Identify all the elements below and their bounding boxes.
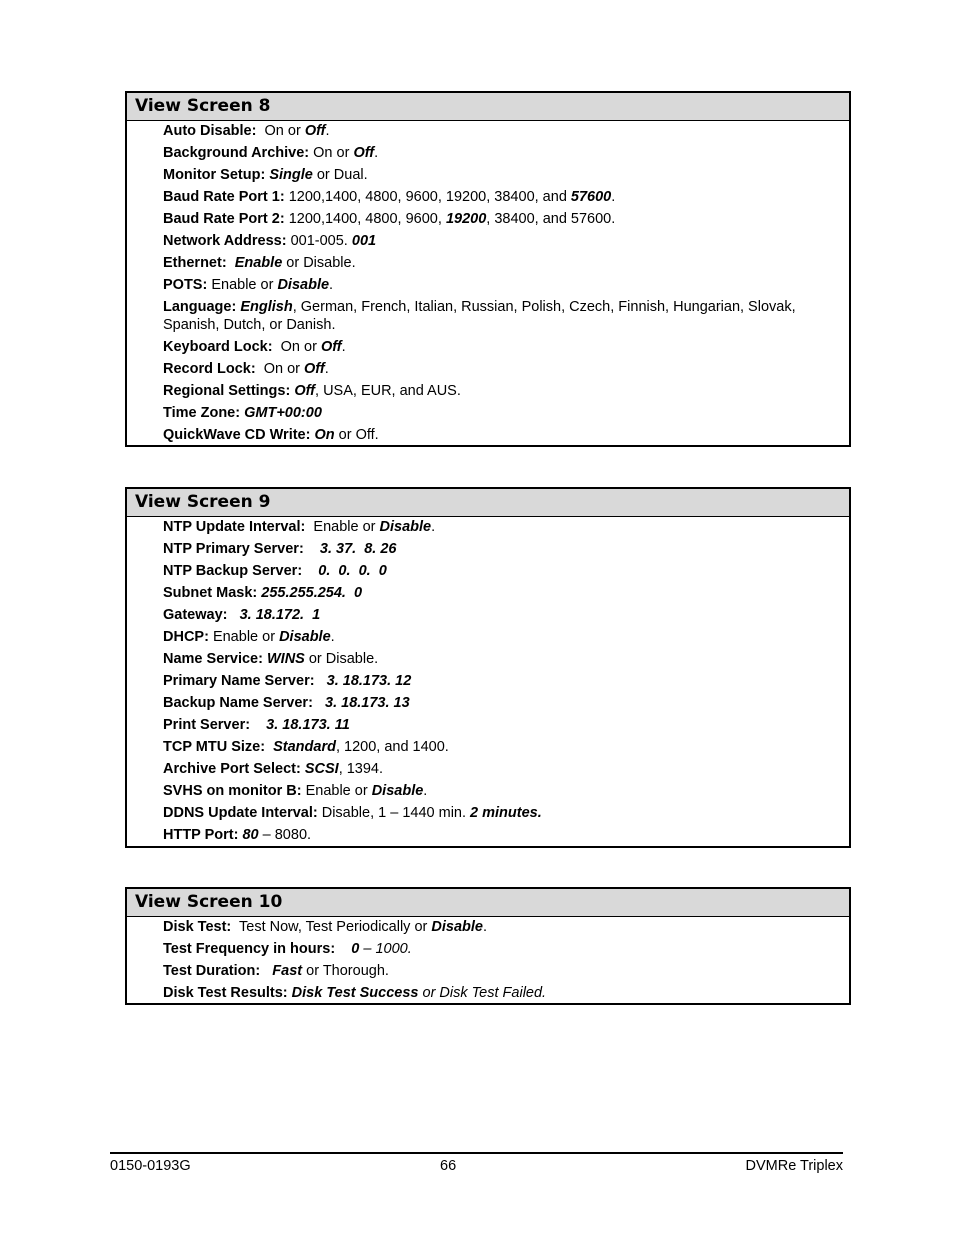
view-screen-10-panel (125, 887, 851, 1005)
setting-row (163, 962, 849, 984)
view-screen-9-panel (125, 487, 851, 848)
setting-value (227, 607, 239, 623)
setting-label: Language: (163, 299, 237, 315)
setting-value: 3. 37. 8. 26 (319, 541, 397, 557)
setting-row (163, 382, 849, 404)
setting-row (163, 782, 849, 804)
setting-value: 255.255.254. 0 (261, 585, 363, 601)
setting-label: POTS: (163, 277, 208, 293)
setting-value: On or (256, 123, 305, 139)
setting-value: 57600 (570, 189, 612, 205)
page-footer (110, 1152, 843, 1174)
setting-value: Fast (272, 963, 303, 979)
setting-value: , USA, EUR, and AUS. (315, 383, 461, 399)
setting-label: TCP MTU Size: (163, 739, 266, 755)
setting-value: Standard (273, 739, 336, 755)
setting-value: On or (309, 145, 354, 161)
setting-value: – 1000. (359, 941, 412, 957)
setting-row (163, 918, 849, 940)
setting-value: SCSI (304, 761, 339, 777)
setting-value: On or (272, 339, 321, 355)
setting-row (163, 232, 849, 254)
setting-value: Enable or (305, 519, 380, 535)
view-screen-9-title: View Screen 9 (127, 489, 849, 517)
setting-label: Monitor Setup: (163, 167, 266, 183)
view-screen-10-title: View Screen 10 (127, 889, 849, 917)
setting-label: NTP Backup Server: (163, 563, 303, 579)
setting-row (163, 298, 849, 338)
setting-row (163, 694, 849, 716)
setting-value: Enable (234, 255, 283, 271)
setting-value (313, 695, 325, 711)
setting-value (315, 673, 327, 689)
setting-label: Baud Rate Port 2: (163, 211, 285, 227)
setting-value: , 1394. (338, 761, 384, 777)
setting-value: or Thorough. (302, 963, 389, 979)
setting-label: Name Service: (163, 651, 263, 667)
setting-value (304, 541, 320, 557)
setting-value: Disable (371, 783, 424, 799)
setting-value: or Disable. (304, 651, 379, 667)
setting-value: On (314, 427, 335, 443)
setting-value: 1200,1400, 4800, 9600, (284, 211, 446, 227)
setting-row (163, 144, 849, 166)
setting-value (302, 563, 318, 579)
setting-label: Print Server: (163, 717, 251, 733)
setting-row (163, 254, 849, 276)
setting-label: Auto Disable: (163, 123, 257, 139)
setting-value: 3. 18.173. 11 (266, 717, 350, 733)
setting-value: 0 (351, 941, 360, 957)
setting-row (163, 360, 849, 382)
setting-label: Time Zone: (163, 405, 241, 421)
setting-value: 2 minutes. (470, 805, 542, 821)
setting-label: DHCP: (163, 629, 209, 645)
setting-label: Archive Port Select: (163, 761, 301, 777)
setting-label: Disk Test Results: (163, 985, 288, 1001)
setting-value: 0. 0. 0. 0 (318, 563, 387, 579)
setting-label: HTTP Port: (163, 827, 239, 843)
setting-value: or Disable. (282, 255, 356, 271)
setting-value: 80 (242, 827, 259, 843)
setting-label: Gateway: (163, 607, 228, 623)
setting-label: Background Archive: (163, 145, 310, 161)
setting-value: . (482, 919, 487, 935)
setting-value: On or (255, 361, 305, 377)
setting-label: Primary Name Server: (163, 673, 315, 689)
setting-value: . (431, 519, 436, 535)
setting-row (163, 518, 849, 540)
view-screen-10-settings (127, 917, 849, 1004)
setting-value: . (341, 339, 346, 355)
setting-value: . (329, 277, 334, 293)
setting-label: Record Lock: (163, 361, 256, 377)
setting-value: , German, French, Italian, Russian, Polish, Czech, Finnish, Hungarian, Slovak, Spanish, Dutch, or Danish. (163, 299, 800, 333)
setting-label: DDNS Update Interval: (163, 805, 318, 821)
setting-label: Regional Settings: (163, 383, 291, 399)
setting-value: Disable, 1 – 1440 min. (317, 805, 471, 821)
setting-value: Disable (379, 519, 432, 535)
setting-value: Off (304, 361, 325, 377)
setting-row (163, 562, 849, 584)
setting-label: Test Frequency in hours: (163, 941, 336, 957)
setting-row (163, 404, 849, 426)
setting-value: – 8080. (258, 827, 312, 843)
setting-row (163, 338, 849, 360)
setting-value: Test Now, Test Periodically or (231, 919, 432, 935)
view-screen-8-settings (127, 121, 849, 446)
view-screen-8-panel (125, 91, 851, 447)
setting-value: Off (353, 145, 375, 161)
setting-row (163, 606, 849, 628)
setting-value: . (374, 145, 379, 161)
setting-row (163, 166, 849, 188)
setting-value: English (240, 299, 293, 315)
setting-value: 001-005. (286, 233, 352, 249)
setting-value: Enable or (208, 629, 280, 645)
setting-value: Disable (277, 277, 330, 293)
setting-row (163, 122, 849, 144)
page-number: 66 (440, 1158, 457, 1174)
setting-value (265, 739, 273, 755)
setting-value: . (423, 783, 428, 799)
setting-row (163, 940, 849, 962)
setting-label: Test Duration: (163, 963, 261, 979)
setting-row (163, 628, 849, 650)
setting-value: Single (269, 167, 313, 183)
setting-label: NTP Update Interval: (163, 519, 306, 535)
setting-row (163, 804, 849, 826)
setting-value: , 1200, and 1400. (335, 739, 449, 755)
setting-value: WINS (266, 651, 305, 667)
setting-value: Enable or (207, 277, 278, 293)
setting-row (163, 672, 849, 694)
setting-value: 3. 18.173. 12 (326, 673, 412, 689)
setting-row (163, 188, 849, 210)
setting-value: or Disk Test Failed. (418, 985, 547, 1001)
setting-row (163, 210, 849, 232)
setting-value: 1200,1400, 4800, 9600, 19200, 38400, and (284, 189, 571, 205)
setting-value: Off (294, 383, 316, 399)
setting-row (163, 716, 849, 738)
setting-value: or Off. (334, 427, 379, 443)
setting-label: Disk Test: (163, 919, 232, 935)
setting-row (163, 738, 849, 760)
setting-value: Enable or (301, 783, 372, 799)
setting-value: Disable (279, 629, 331, 645)
setting-label: QuickWave CD Write: (163, 427, 311, 443)
view-screen-8-title: View Screen 8 (127, 93, 849, 121)
setting-row (163, 650, 849, 672)
setting-value: 19200 (445, 211, 487, 227)
setting-value: 3. 18.173. 13 (325, 695, 410, 711)
setting-value: or Dual. (312, 167, 368, 183)
setting-value: . (324, 361, 329, 377)
setting-value: 001 (351, 233, 377, 249)
view-screen-9-settings (127, 517, 849, 846)
setting-value: GMT+00:00 (244, 405, 322, 421)
setting-row (163, 426, 849, 446)
setting-row (163, 276, 849, 298)
setting-row (163, 760, 849, 782)
setting-label: SVHS on monitor B: (163, 783, 302, 799)
setting-label: NTP Primary Server: (163, 541, 304, 557)
setting-label: Baud Rate Port 1: (163, 189, 285, 205)
setting-value: , 38400, and 57600. (486, 211, 616, 227)
setting-value: Disk Test Success (291, 985, 419, 1001)
setting-label: Network Address: (163, 233, 287, 249)
setting-label: Keyboard Lock: (163, 339, 273, 355)
setting-value: Off (304, 123, 326, 139)
product-name: DVMRe Triplex (745, 1158, 843, 1174)
setting-value (260, 963, 272, 979)
setting-row (163, 826, 849, 846)
setting-value: Off (320, 339, 342, 355)
setting-label: Subnet Mask: (163, 585, 258, 601)
setting-value: . (325, 123, 330, 139)
setting-row (163, 540, 849, 562)
setting-row (163, 584, 849, 606)
setting-value (227, 255, 235, 271)
setting-label: Ethernet: (163, 255, 227, 271)
setting-value: 3. 18.172. 1 (239, 607, 321, 623)
setting-value (250, 717, 266, 733)
setting-label: Backup Name Server: (163, 695, 313, 711)
setting-value: . (330, 629, 335, 645)
doc-number: 0150-0193G (110, 1158, 191, 1174)
setting-value (335, 941, 351, 957)
setting-row (163, 984, 849, 1004)
setting-value: Disable (431, 919, 483, 935)
setting-value: . (611, 189, 616, 205)
